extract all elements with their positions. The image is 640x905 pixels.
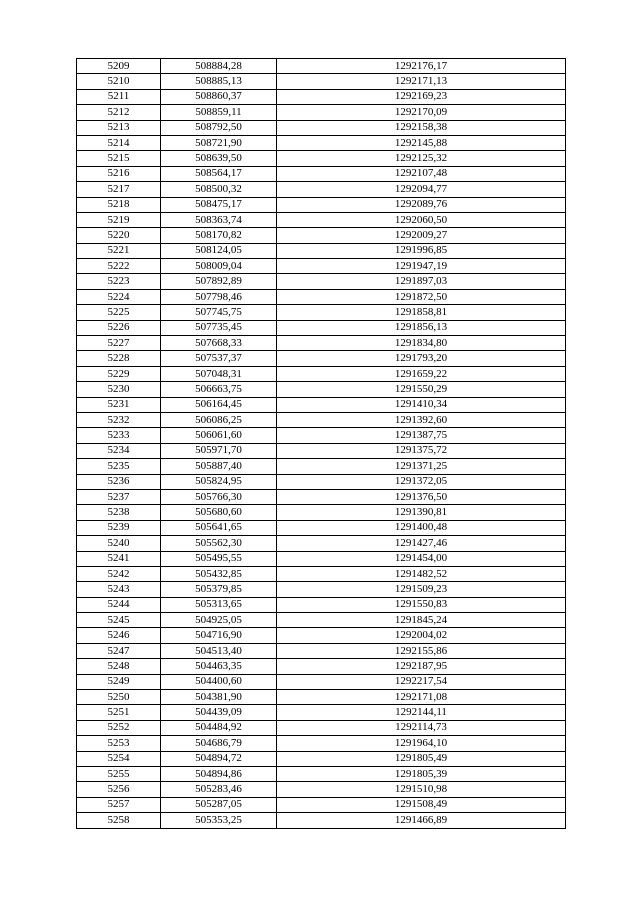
table-row [77,505,566,520]
x-coordinate-cell: 505495,55 [161,551,277,566]
point-number-cell: 5217 [77,182,161,197]
x-coordinate-cell: 508124,05 [161,243,277,258]
point-number-cell: 5227 [77,336,161,351]
y-coordinate-cell: 1292217,54 [277,674,566,689]
table-row [77,551,566,566]
y-coordinate-cell: 1292009,27 [277,228,566,243]
table-row [77,582,566,597]
point-number-cell: 5230 [77,382,161,397]
x-coordinate-cell: 505283,46 [161,782,277,797]
x-coordinate-cell: 505313,65 [161,597,277,612]
y-coordinate-cell: 1291872,50 [277,289,566,304]
x-coordinate-cell: 507745,75 [161,305,277,320]
point-number-cell: 5225 [77,305,161,320]
point-number-cell: 5229 [77,366,161,381]
table-row [77,382,566,397]
table-row [77,182,566,197]
x-coordinate-cell: 505887,40 [161,459,277,474]
x-coordinate-cell: 508564,17 [161,166,277,181]
y-coordinate-cell: 1292171,08 [277,690,566,705]
point-number-cell: 5221 [77,243,161,258]
y-coordinate-cell: 1291510,98 [277,782,566,797]
y-coordinate-cell: 1291400,48 [277,520,566,535]
x-coordinate-cell: 505680,60 [161,505,277,520]
y-coordinate-cell: 1291996,85 [277,243,566,258]
table-row [77,351,566,366]
coordinates-table-body [77,59,566,829]
x-coordinate-cell: 505353,25 [161,813,277,828]
x-coordinate-cell: 508721,90 [161,135,277,150]
table-row [77,566,566,581]
point-number-cell: 5253 [77,736,161,751]
x-coordinate-cell: 505379,85 [161,582,277,597]
table-row [77,151,566,166]
table-row [77,659,566,674]
x-coordinate-cell: 505971,70 [161,443,277,458]
table-row [77,782,566,797]
x-coordinate-cell: 508792,50 [161,120,277,135]
table-row [77,366,566,381]
x-coordinate-cell: 505562,30 [161,536,277,551]
point-number-cell: 5258 [77,813,161,828]
x-coordinate-cell: 504439,09 [161,705,277,720]
x-coordinate-cell: 508500,32 [161,182,277,197]
point-number-cell: 5257 [77,797,161,812]
y-coordinate-cell: 1291845,24 [277,613,566,628]
y-coordinate-cell: 1291805,39 [277,766,566,781]
y-coordinate-cell: 1291550,83 [277,597,566,612]
point-number-cell: 5247 [77,643,161,658]
table-row [77,628,566,643]
table-row [77,59,566,74]
point-number-cell: 5231 [77,397,161,412]
table-row [77,228,566,243]
x-coordinate-cell: 505824,95 [161,474,277,489]
table-row [77,259,566,274]
point-number-cell: 5219 [77,212,161,227]
y-coordinate-cell: 1291375,72 [277,443,566,458]
point-number-cell: 5233 [77,428,161,443]
point-number-cell: 5228 [77,351,161,366]
y-coordinate-cell: 1291856,13 [277,320,566,335]
x-coordinate-cell: 506663,75 [161,382,277,397]
x-coordinate-cell: 504686,79 [161,736,277,751]
table-row [77,135,566,150]
table-row [77,105,566,120]
table-row [77,797,566,812]
y-coordinate-cell: 1291454,00 [277,551,566,566]
point-number-cell: 5232 [77,412,161,427]
point-number-cell: 5249 [77,674,161,689]
y-coordinate-cell: 1291550,29 [277,382,566,397]
table-row [77,705,566,720]
y-coordinate-cell: 1292158,38 [277,120,566,135]
table-row [77,212,566,227]
point-number-cell: 5237 [77,489,161,504]
table-row [77,443,566,458]
point-number-cell: 5254 [77,751,161,766]
x-coordinate-cell: 507735,45 [161,320,277,335]
point-number-cell: 5242 [77,566,161,581]
y-coordinate-cell: 1291805,49 [277,751,566,766]
x-coordinate-cell: 508009,04 [161,259,277,274]
table-row [77,305,566,320]
table-row [77,459,566,474]
y-coordinate-cell: 1291392,60 [277,412,566,427]
x-coordinate-cell: 506086,25 [161,412,277,427]
y-coordinate-cell: 1291427,46 [277,536,566,551]
point-number-cell: 5220 [77,228,161,243]
y-coordinate-cell: 1291371,25 [277,459,566,474]
x-coordinate-cell: 507892,89 [161,274,277,289]
table-row [77,597,566,612]
y-coordinate-cell: 1292144,11 [277,705,566,720]
point-number-cell: 5236 [77,474,161,489]
y-coordinate-cell: 1292171,13 [277,74,566,89]
point-number-cell: 5214 [77,135,161,150]
table-row [77,520,566,535]
table-row [77,536,566,551]
table-row [77,320,566,335]
y-coordinate-cell: 1292176,17 [277,59,566,74]
point-number-cell: 5218 [77,197,161,212]
y-coordinate-cell: 1291508,49 [277,797,566,812]
x-coordinate-cell: 508170,82 [161,228,277,243]
table-row [77,766,566,781]
x-coordinate-cell: 506061,60 [161,428,277,443]
point-number-cell: 5211 [77,89,161,104]
y-coordinate-cell: 1291466,89 [277,813,566,828]
table-row [77,336,566,351]
y-coordinate-cell: 1291947,19 [277,259,566,274]
y-coordinate-cell: 1292170,09 [277,105,566,120]
x-coordinate-cell: 507668,33 [161,336,277,351]
table-row [77,289,566,304]
point-number-cell: 5222 [77,259,161,274]
x-coordinate-cell: 504400,60 [161,674,277,689]
point-number-cell: 5239 [77,520,161,535]
x-coordinate-cell: 504894,86 [161,766,277,781]
y-coordinate-cell: 1292155,86 [277,643,566,658]
point-number-cell: 5240 [77,536,161,551]
point-number-cell: 5250 [77,690,161,705]
x-coordinate-cell: 504484,92 [161,720,277,735]
table-row [77,412,566,427]
x-coordinate-cell: 505641,65 [161,520,277,535]
table-row [77,489,566,504]
coordinates-table [76,58,566,829]
x-coordinate-cell: 504925,05 [161,613,277,628]
point-number-cell: 5252 [77,720,161,735]
table-row [77,166,566,181]
y-coordinate-cell: 1292169,23 [277,89,566,104]
table-row [77,674,566,689]
table-row [77,397,566,412]
point-number-cell: 5238 [77,505,161,520]
y-coordinate-cell: 1291858,81 [277,305,566,320]
y-coordinate-cell: 1292114,73 [277,720,566,735]
y-coordinate-cell: 1292089,76 [277,197,566,212]
y-coordinate-cell: 1291897,03 [277,274,566,289]
y-coordinate-cell: 1291372,05 [277,474,566,489]
table-row [77,274,566,289]
y-coordinate-cell: 1292060,50 [277,212,566,227]
y-coordinate-cell: 1292187,95 [277,659,566,674]
table-row [77,474,566,489]
point-number-cell: 5216 [77,166,161,181]
y-coordinate-cell: 1291482,52 [277,566,566,581]
table-row [77,813,566,828]
point-number-cell: 5210 [77,74,161,89]
point-number-cell: 5224 [77,289,161,304]
y-coordinate-cell: 1291509,23 [277,582,566,597]
x-coordinate-cell: 505766,30 [161,489,277,504]
y-coordinate-cell: 1292094,77 [277,182,566,197]
point-number-cell: 5245 [77,613,161,628]
y-coordinate-cell: 1291376,50 [277,489,566,504]
point-number-cell: 5255 [77,766,161,781]
table-row [77,751,566,766]
x-coordinate-cell: 507537,37 [161,351,277,366]
point-number-cell: 5212 [77,105,161,120]
y-coordinate-cell: 1291387,75 [277,428,566,443]
x-coordinate-cell: 507798,46 [161,289,277,304]
point-number-cell: 5234 [77,443,161,458]
x-coordinate-cell: 504381,90 [161,690,277,705]
x-coordinate-cell: 508885,13 [161,74,277,89]
y-coordinate-cell: 1292004,02 [277,628,566,643]
x-coordinate-cell: 508639,50 [161,151,277,166]
table-row [77,643,566,658]
x-coordinate-cell: 504463,35 [161,659,277,674]
x-coordinate-cell: 508884,28 [161,59,277,74]
table-row [77,613,566,628]
table-row [77,690,566,705]
y-coordinate-cell: 1291964,10 [277,736,566,751]
x-coordinate-cell: 508859,11 [161,105,277,120]
point-number-cell: 5215 [77,151,161,166]
point-number-cell: 5226 [77,320,161,335]
x-coordinate-cell: 504513,40 [161,643,277,658]
point-number-cell: 5248 [77,659,161,674]
x-coordinate-cell: 507048,31 [161,366,277,381]
table-row [77,120,566,135]
y-coordinate-cell: 1291793,20 [277,351,566,366]
point-number-cell: 5251 [77,705,161,720]
point-number-cell: 5244 [77,597,161,612]
table-row [77,720,566,735]
x-coordinate-cell: 508475,17 [161,197,277,212]
point-number-cell: 5213 [77,120,161,135]
y-coordinate-cell: 1291659,22 [277,366,566,381]
x-coordinate-cell: 508363,74 [161,212,277,227]
y-coordinate-cell: 1292107,48 [277,166,566,181]
table-row [77,428,566,443]
x-coordinate-cell: 505432,85 [161,566,277,581]
table-row [77,74,566,89]
point-number-cell: 5209 [77,59,161,74]
y-coordinate-cell: 1292125,32 [277,151,566,166]
y-coordinate-cell: 1291834,80 [277,336,566,351]
y-coordinate-cell: 1292145,88 [277,135,566,150]
point-number-cell: 5246 [77,628,161,643]
table-row [77,243,566,258]
point-number-cell: 5241 [77,551,161,566]
point-number-cell: 5243 [77,582,161,597]
x-coordinate-cell: 504894,72 [161,751,277,766]
x-coordinate-cell: 506164,45 [161,397,277,412]
point-number-cell: 5235 [77,459,161,474]
y-coordinate-cell: 1291390,81 [277,505,566,520]
x-coordinate-cell: 508860,37 [161,89,277,104]
table-row [77,736,566,751]
point-number-cell: 5223 [77,274,161,289]
table-row [77,197,566,212]
x-coordinate-cell: 505287,05 [161,797,277,812]
point-number-cell: 5256 [77,782,161,797]
y-coordinate-cell: 1291410,34 [277,397,566,412]
table-row [77,89,566,104]
x-coordinate-cell: 504716,90 [161,628,277,643]
